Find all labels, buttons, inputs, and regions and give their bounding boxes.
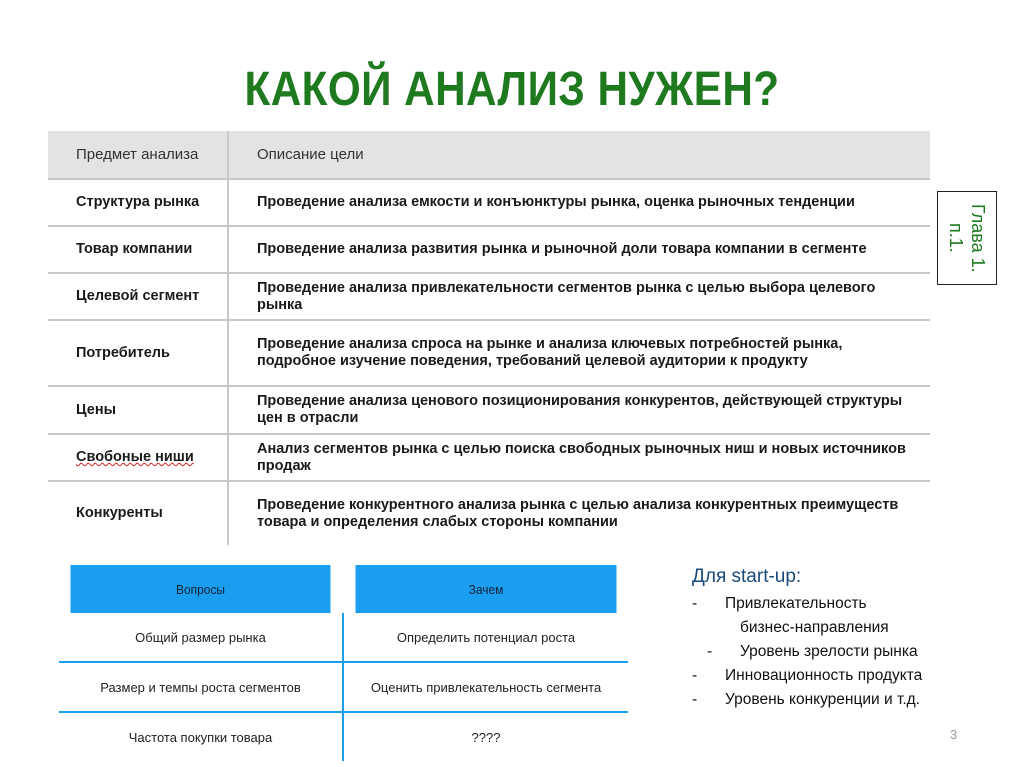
table-row [48,226,930,273]
row-description: Проведение анализа привлекательности сегментов рынка с целью выбора целевого рынка [228,273,930,320]
list-item-text: Уровень зрелости рынка [740,643,918,660]
question-cell: Размер и темпы роста сегментов [59,662,343,712]
row-description: Проведение анализа ценового позиционирования конкурентов, действующей структуры цен в отрасли [228,386,930,434]
header-why: Зачем [354,565,616,613]
row-subject: Конкуренты [76,505,163,521]
list-item-text: бизнес-направления [740,619,889,636]
table-row [48,434,930,481]
table-row [59,712,628,761]
row-subject: Цены [48,386,228,434]
list-dash: - [692,595,698,612]
chapter-reference-box [937,191,997,285]
list-item [692,616,1012,640]
list-item-text: Уровень конкуренции и т.д. [725,691,920,708]
row-description: Проведение анализа развития рынка и рыночной доли товара компании в сегменте [228,226,930,273]
row-description: Проведение анализа спроса на рынке и анализа ключевых потребностей рынка, подробное изучение поведения, требований целевой аудитории к продукту [228,320,930,386]
questions-header-row [59,565,628,613]
table-row [48,273,930,320]
table-row [59,613,628,662]
chapter-reference: Глава 1. п.1. [946,203,988,273]
list-item [692,640,1012,664]
list-dash [707,616,740,640]
questions-table [59,565,628,761]
table-row [48,320,930,386]
slide-title: КАКОЙ АНАЛИЗ НУЖЕН? [244,63,780,116]
row-description: Проведение анализа емкости и конъюнктуры рынка, оценка рыночных тенденции [228,179,930,226]
table-row [48,481,930,545]
list-dash: - [692,667,698,684]
table-row [48,179,930,226]
header-questions: Вопросы [70,565,331,613]
row-subject: Товар компании [48,226,228,273]
list-item [692,688,1012,712]
analysis-table [48,131,930,545]
list-item [692,592,1012,616]
row-subject: Потребитель [48,320,228,386]
why-cell: ???? [343,712,628,761]
why-cell: Оценить привлекательность сегмента [343,662,628,712]
question-cell: Общий размер рынка [59,613,343,662]
row-subject-text: Свобоные ниши [76,449,194,465]
row-subject: Структура рынка [48,179,228,226]
header-description: Описание цели [228,131,930,179]
list-dash: - [692,691,698,708]
why-cell: Определить потенциал роста [343,613,628,662]
row-subject: Целевой сегмент [48,273,228,320]
startup-block [692,566,1012,712]
list-item [692,664,1012,688]
list-item-text: Привлекательность [725,595,867,612]
list-item-text: Инновационность продукта [725,667,923,684]
header-subject: Предмет анализа [48,131,228,179]
startup-title: Для start-up: [692,566,802,587]
row-subject [48,434,228,481]
table-row [48,386,930,434]
row-description: Анализ сегментов рынка с целью поиска свободных рыночных ниш и новых источников продаж [228,434,930,481]
row-description: Проведение конкурентного анализа рынка с целью анализа конкурентных преимуществ товара и определения слабых стороны компании [228,481,930,545]
question-cell: Частота покупки товара [128,729,273,745]
table-row [59,662,628,712]
page-number: 3 [950,727,958,742]
analysis-header-row [48,131,930,179]
list-dash: - [707,643,713,660]
